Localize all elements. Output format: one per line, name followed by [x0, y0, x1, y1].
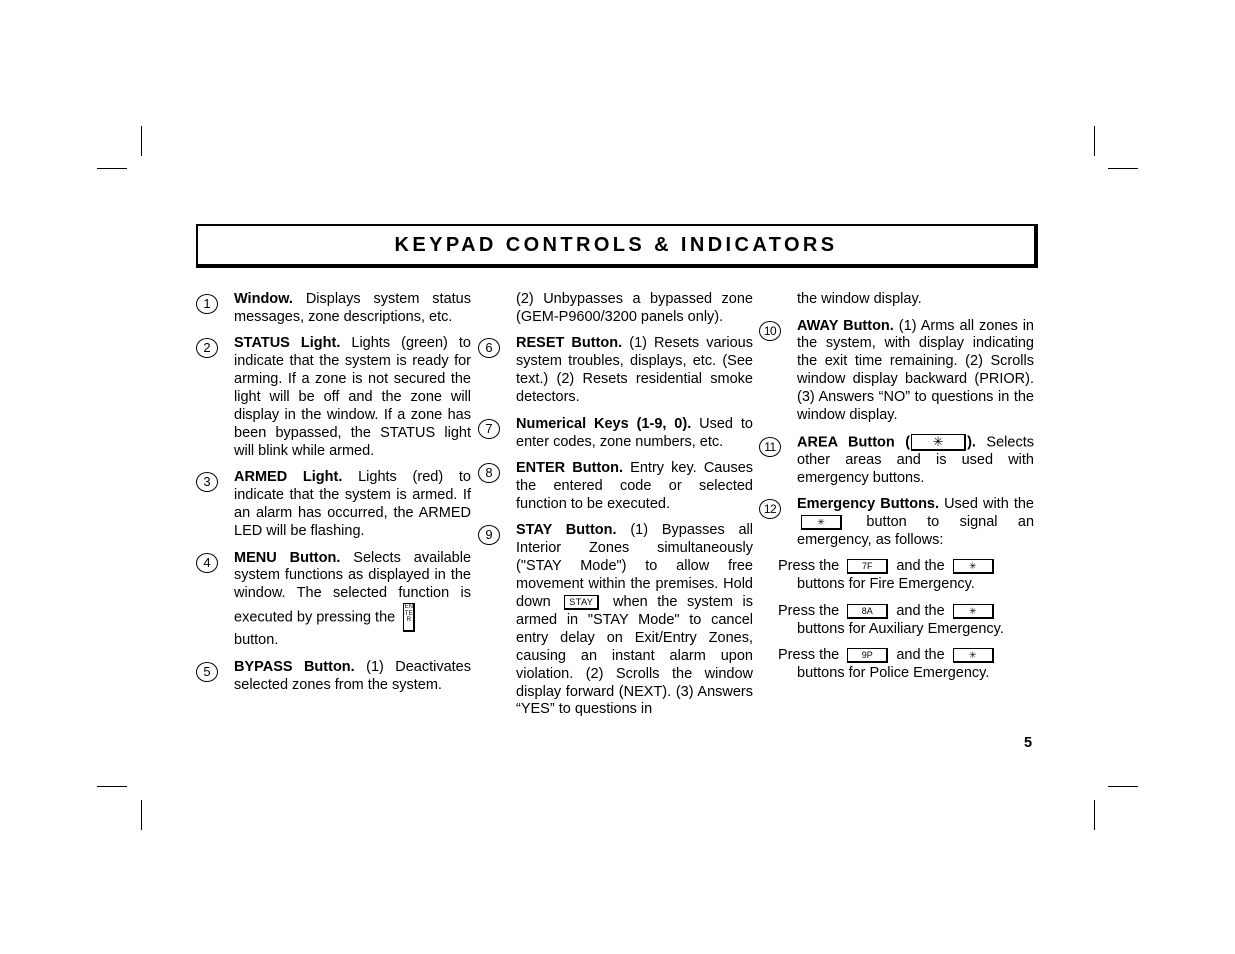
item-label: Window.: [234, 291, 293, 307]
key-9-icon: 9P: [847, 648, 888, 663]
item-text: Selects available system functions as displayed in the window. The selected function is executed by pressing the: [234, 549, 472, 626]
enter-key-icon: ENTER: [403, 603, 415, 632]
item-text: Selects other areas and is used with emergency buttons.: [797, 433, 1034, 486]
item-text: Used with the: [939, 496, 1034, 513]
item-reset-button: [485, 335, 753, 407]
crop-mark: [1094, 126, 1095, 156]
callout-number: 2: [196, 338, 218, 358]
column-2: [485, 291, 754, 728]
item-label: AWAY Button.: [797, 317, 894, 334]
star-key-icon: ✳: [801, 515, 842, 530]
item-text: (1) Arms all zones in the system, with display indicating the exit time remaining. (2) Scrolls window display backward (PRIOR). (3) Answers “NO” to questions in the window display.: [797, 317, 1034, 424]
item-label: RESET Button.: [516, 335, 623, 352]
star-key-icon: ✳: [953, 604, 994, 619]
item-text: (1) Resets various system troubles, displays, etc. (See text.) (2) Resets residential smoke detectors.: [516, 335, 753, 406]
column-1: [203, 291, 472, 703]
crop-mark: [1108, 786, 1138, 787]
callout-number: 4: [196, 553, 218, 573]
stay-key-icon: STAY: [564, 595, 599, 610]
callout-number: 11: [759, 437, 781, 457]
item-status-light: [203, 335, 471, 460]
callout-number: 6: [478, 338, 500, 358]
item-stay-button: [485, 522, 753, 719]
callout-number: 3: [196, 472, 218, 492]
item-text: Lights (green) to indicate that the system is ready for arming. If a zone is not secured the light will be off and the zone will display in the window. If a zone has been bypassed, the STATUS light will blink while armed.: [234, 335, 471, 459]
crop-mark: [1094, 800, 1095, 830]
crop-mark: [141, 800, 142, 830]
item-label: AREA Button (: [797, 433, 911, 450]
item-window: [203, 291, 471, 327]
item-text: (1) Bypasses all Interior Zones simultaneously ("STAY Mode") to allow free movement within the premises. Hold down: [516, 522, 753, 610]
item-label: Emergency Buttons.: [797, 496, 940, 513]
callout-number: 9: [478, 525, 500, 545]
key-7-icon: 7F: [847, 559, 888, 574]
item-stay-continued: the window display.: [797, 291, 922, 307]
title-box: [196, 224, 1038, 268]
callout-number: 7: [478, 419, 500, 439]
item-text: when the system is armed in "STAY Mode" to cancel entry delay on Exit/Entry Zones, causing an instant alarm upon violation. (2) Scrolls the window display forward (NEXT). (3) Answers “YES” to questions in: [516, 593, 753, 718]
item-label: Numerical Keys (1-9, 0).: [516, 415, 692, 432]
key-8-icon: 8A: [847, 604, 888, 619]
crop-mark: [97, 786, 127, 787]
column-3: [763, 291, 1035, 692]
item-label: ENTER Button.: [516, 460, 624, 477]
callout-number: 12: [759, 499, 781, 519]
item-text: button to signal an emergency, as follows:: [797, 514, 1035, 548]
item-area-button: [764, 433, 1034, 488]
item-text: Entry key. Causes the entered code or selected function to be executed.: [516, 460, 754, 512]
fire-emergency-text: buttons for Fire Emergency.: [797, 576, 975, 593]
callout-number: 8: [478, 463, 500, 483]
crop-mark: [141, 126, 142, 156]
item-bypass-continued: (2) Unbypasses a bypassed zone (GEM-P9600/3200 panels only).: [516, 291, 753, 325]
item-enter-button: [485, 460, 754, 514]
page-number: 5: [1024, 735, 1033, 751]
page-title: KEYPAD CONTROLS & INDICATORS: [394, 233, 838, 256]
police-emergency-instruction: [778, 647, 1034, 683]
and-text: and the: [896, 602, 945, 619]
item-away-button: [763, 317, 1034, 425]
item-text: button.: [234, 632, 279, 649]
item-numerical-keys: [485, 415, 753, 452]
item-text: Used to enter codes, zone numbers, etc.: [516, 415, 753, 450]
item-label: BYPASS Button.: [234, 658, 355, 675]
callout-number: 10: [759, 321, 781, 341]
item-label: ARMED Light.: [234, 469, 343, 486]
auxiliary-emergency-instruction: [778, 603, 1034, 639]
callout-number: 5: [196, 662, 218, 682]
and-text: and the: [896, 558, 945, 575]
police-emergency-text: buttons for Police Emergency.: [797, 665, 990, 682]
item-label: STATUS Light.: [234, 335, 341, 352]
star-key-icon: ✳: [953, 559, 994, 574]
crop-mark: [1108, 168, 1138, 169]
press-text: Press the: [778, 602, 840, 619]
press-text: Press the: [778, 647, 840, 664]
star-key-icon: ✳: [953, 648, 994, 663]
star-key-icon: ✳: [911, 434, 966, 451]
item-menu-button: [203, 549, 472, 651]
callout-number: 1: [196, 294, 218, 314]
auxiliary-emergency-text: buttons for Auxiliary Emergency.: [797, 620, 1004, 637]
item-emergency-buttons: [763, 496, 1035, 550]
crop-mark: [97, 168, 127, 169]
item-text: (1) Deactivates selected zones from the system.: [234, 658, 471, 693]
item-bypass-button: [203, 658, 471, 695]
fire-emergency-instruction: [778, 558, 1034, 594]
item-armed-light: [203, 469, 471, 541]
and-text: and the: [896, 647, 945, 664]
item-text: Lights (red) to indicate that the system is armed. If an alarm has occurred, the ARMED LED will be flashing.: [234, 469, 471, 540]
item-label: ).: [967, 433, 976, 450]
item-label: STAY Button.: [516, 522, 617, 539]
item-label: MENU Button.: [234, 549, 341, 566]
item-text: Displays system status messages, zone descriptions, etc.: [234, 291, 471, 325]
press-text: Press the: [778, 558, 840, 575]
